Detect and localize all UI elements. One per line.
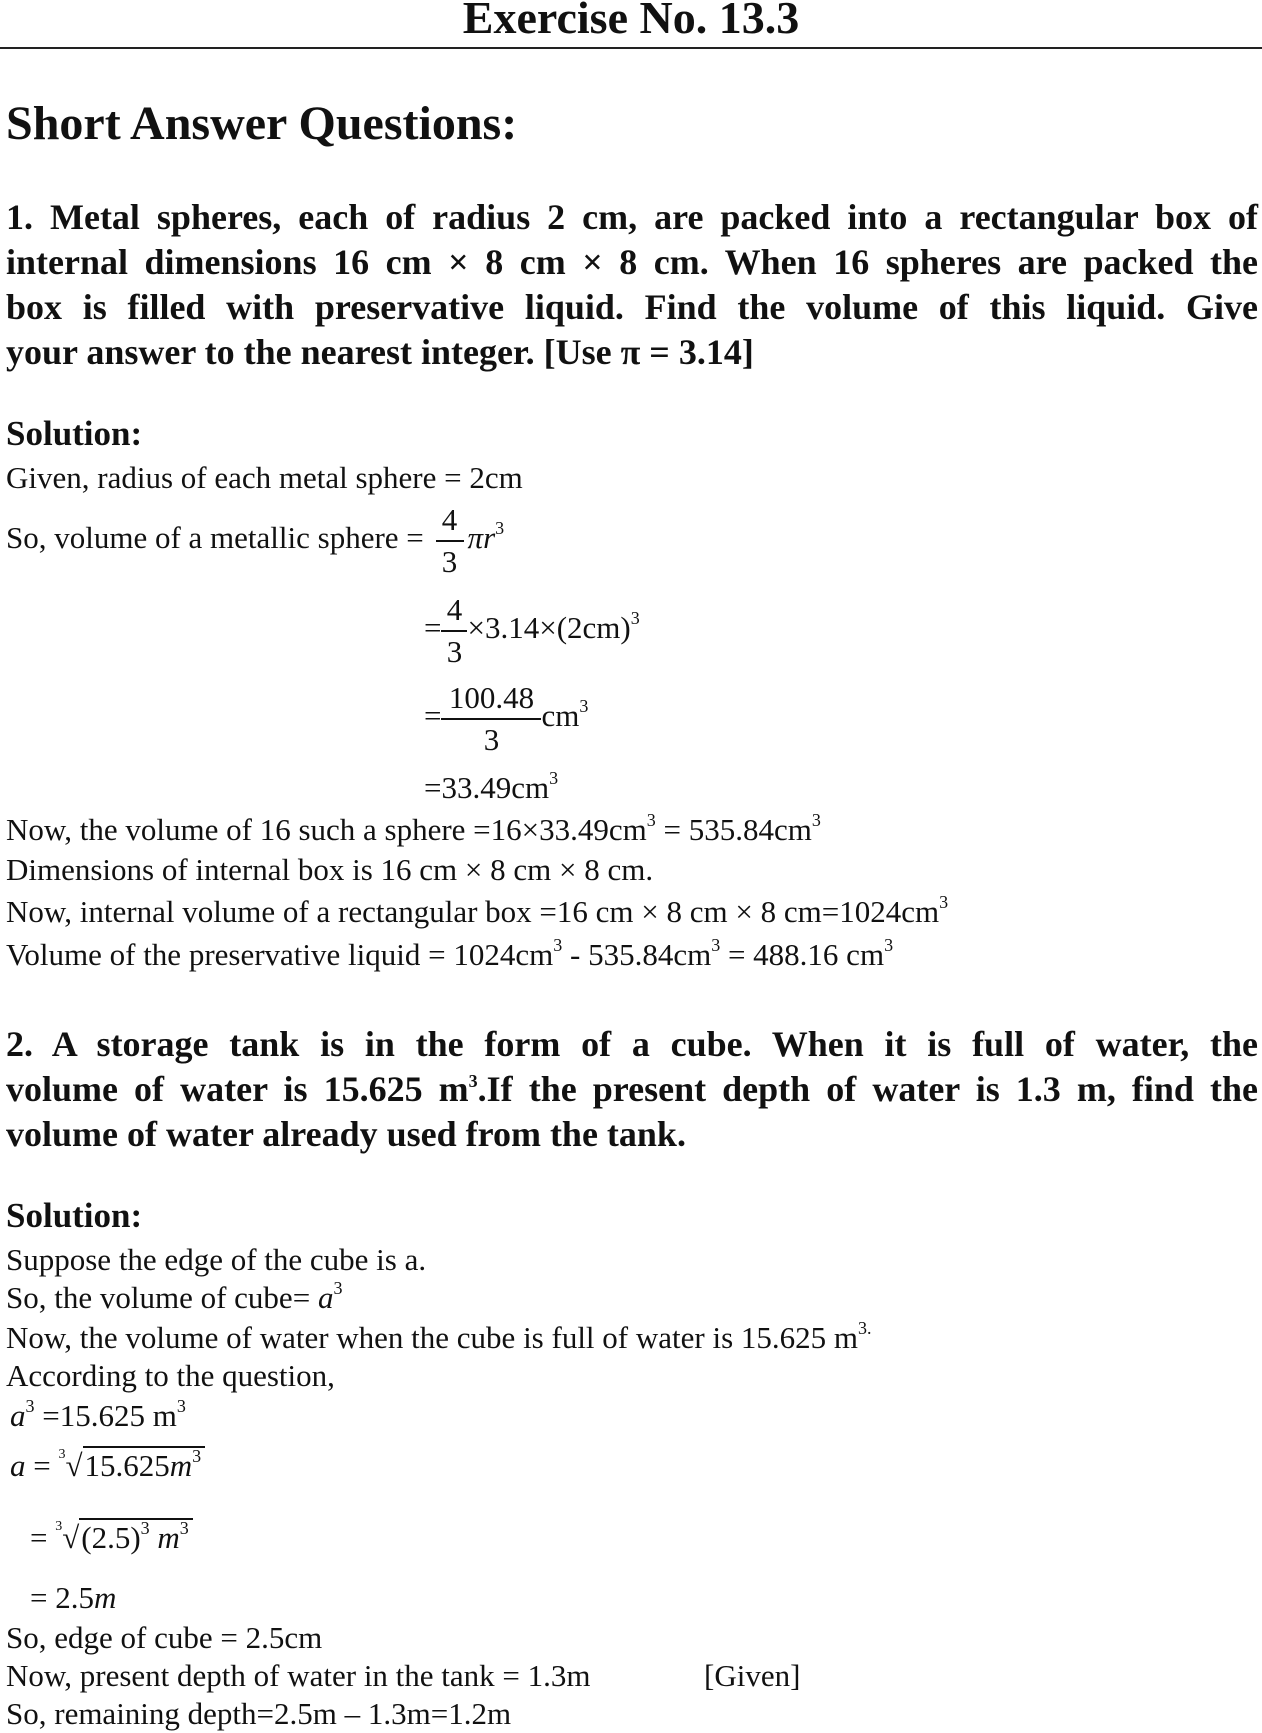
solution-2-step: Now, the volume of water when the cube is full of water is 15.625 $m^{3.}$ <box>6 1318 872 1355</box>
solution-2-step: So, remaining depth=2.5m – 1.3m=1.2m <box>6 1696 512 1731</box>
title-divider <box>0 47 1262 49</box>
fraction: $\frac{4}{3}$ <box>436 500 464 582</box>
solution-1-step: = $\frac{4}{3}$ $\times 3.14\times(2cm)^3$ <box>424 590 640 672</box>
section-title: Short Answer Questions: <box>6 97 518 150</box>
given-note: [Given] <box>704 1658 801 1693</box>
solution-2-step: So, the volume of cube= $a^3$ <box>6 1278 343 1315</box>
solution-2-step: = $^3√(2.5)^3$ $m^3$ <box>30 1520 193 1556</box>
solution-2-step: According to the question, <box>6 1358 335 1393</box>
solution-1-step: Volume of the preservative liquid = $1024cm^3 - 535.84cm^3 = 488.16$ $cm^3$ <box>6 935 894 972</box>
solution-2-step: = 2.5m <box>30 1580 117 1615</box>
cube-root: $^3√15.625m^3$ <box>58 1448 205 1484</box>
question-1-line: internal dimensions 16 cm × 8 cm × 8 cm. When 16 spheres are packed the <box>6 242 1258 282</box>
solution-1-step: $=33.49cm^3$ <box>424 768 559 805</box>
question-2 <box>6 1022 1258 1157</box>
solution-2-step: $a = ^3√15.625m^3$ <box>10 1448 205 1484</box>
question-2-line: volume of water is 15.625 $m^3.If$ the present depth of water is 1.3 m, find the <box>6 1069 1258 1109</box>
solution-1-step: Now, internal volume of a rectangular box =16 cm × 8 cm × 8 $cm=1024cm^3$ <box>6 892 949 929</box>
page-title: Exercise No. 13.3 <box>462 0 800 43</box>
fraction: $\frac{4}{3}$ <box>441 590 467 672</box>
solution-1-label: Solution: <box>6 414 143 453</box>
solution-1-step: = $\frac{100.48}{3}$ $cm^3$ <box>424 678 588 760</box>
solution-2-step: So, edge of cube = 2.5cm <box>6 1620 323 1655</box>
cube-root: $^3√(2.5)^3$ $m^3$ <box>55 1520 193 1556</box>
question-2-line: volume of water already used from the tank. <box>6 1114 686 1154</box>
solution-1-step: So, volume of a metallic sphere = $\frac{4}{3}$ $\pi r^3$ <box>6 500 504 582</box>
solution-2-label: Solution: <box>6 1196 143 1235</box>
solution-2-step: Now, present depth of water in the tank = 1.3m <box>6 1658 591 1693</box>
question-1-line: your answer to the nearest integer. [Use π = 3.14] <box>6 332 754 372</box>
question-1 <box>6 195 1258 375</box>
question-1-line: 1. Metal spheres, each of radius 2 cm, are packed into a rectangular box of <box>6 197 1258 237</box>
solution-2-step: $a^3 =15.625$ $m^3$ <box>10 1396 186 1433</box>
solution-1-step: Given, radius of each metal sphere = 2cm <box>6 460 523 495</box>
question-1-line: box is filled with preservative liquid. Find the volume of this liquid. Give <box>6 287 1258 327</box>
solution-2-step: Suppose the edge of the cube is a. <box>6 1242 427 1277</box>
solution-1-step: Dimensions of internal box is 16 cm × 8 cm × 8 cm. <box>6 852 654 887</box>
question-2-line: 2. A storage tank is in the form of a cube. When it is full of water, the <box>6 1024 1258 1064</box>
fraction: $\frac{100.48}{3}$ <box>441 678 541 760</box>
solution-1-step: Now, the volume of 16 such a sphere $=16\times 33.49cm^3 = 535.84cm^3$ <box>6 810 821 847</box>
